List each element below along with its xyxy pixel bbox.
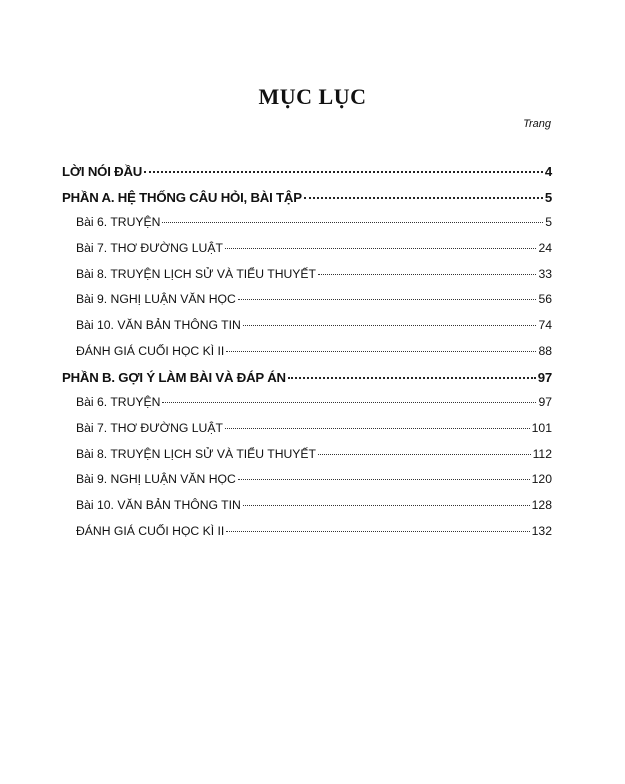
dot-leader — [304, 197, 543, 199]
toc-lesson-entry[interactable] — [62, 215, 552, 241]
toc-entry-page-number: 112 — [532, 446, 552, 461]
toc-part-entry[interactable] — [62, 164, 552, 190]
toc-entry-title: Bài 9. NGHỊ LUẬN VĂN HỌC — [76, 472, 236, 487]
dot-leader — [318, 274, 536, 275]
toc-entry-title: Bài 8. TRUYỆN LỊCH SỬ VÀ TIỂU THUYẾT — [76, 266, 317, 281]
toc-entry-page-number: 120 — [531, 472, 552, 487]
toc-entry-page-number: 5 — [545, 215, 552, 230]
toc-lesson-entry[interactable] — [62, 447, 552, 473]
toc-entry-page-number: 97 — [537, 369, 552, 385]
toc-entry-title: Bài 7. THƠ ĐƯỜNG LUẬT — [76, 420, 223, 435]
dot-leader — [243, 505, 530, 506]
dot-leader — [243, 325, 537, 326]
page-title: MỤC LỤC — [258, 84, 367, 109]
dot-leader — [238, 299, 537, 300]
toc-lesson-entry[interactable] — [62, 421, 552, 447]
toc-entry-page-number: 88 — [538, 343, 552, 358]
toc-part-entry[interactable] — [62, 370, 552, 396]
dot-leader — [238, 479, 530, 480]
toc-lesson-entry[interactable] — [62, 472, 552, 498]
dot-leader — [162, 402, 536, 403]
toc-lesson-entry[interactable] — [62, 318, 552, 344]
toc-part-entry[interactable] — [62, 190, 552, 216]
toc-entry-page-number: 97 — [538, 395, 552, 410]
dot-leader — [226, 531, 529, 532]
toc-entry-title: Bài 8. TRUYỆN LỊCH SỬ VÀ TIỂU THUYẾT — [76, 446, 317, 461]
toc-entry-title: ĐÁNH GIÁ CUỐI HỌC KÌ II — [76, 343, 225, 358]
toc-lesson-entry[interactable] — [62, 267, 552, 293]
page-column-label: Trang — [523, 118, 551, 130]
toc-entry-title: PHẦN B. GỢI Ý LÀM BÀI VÀ ĐÁP ÁN — [62, 369, 286, 385]
dot-leader — [225, 428, 530, 429]
toc-entry-page-number: 33 — [538, 266, 552, 281]
dot-leader — [288, 377, 536, 379]
toc-entry-title: ĐÁNH GIÁ CUỐI HỌC KÌ II — [76, 523, 225, 538]
toc-entry-page-number: 5 — [544, 189, 552, 205]
toc-lesson-entry[interactable] — [62, 524, 552, 550]
toc-entry-page-number: 132 — [531, 523, 552, 538]
toc-lesson-entry[interactable] — [62, 292, 552, 318]
toc-lesson-entry[interactable] — [62, 241, 552, 267]
toc-entry-title: LỜI NÓI ĐẦU — [62, 164, 143, 179]
dot-leader — [225, 248, 537, 249]
dot-leader — [144, 171, 543, 173]
dot-leader — [162, 222, 543, 223]
toc-entry-title: Bài 6. TRUYỆN — [76, 215, 161, 230]
toc-entry-page-number: 4 — [544, 164, 552, 179]
toc-lesson-entry[interactable] — [62, 498, 552, 524]
toc-entry-title: Bài 6. TRUYỆN — [76, 395, 161, 410]
toc-entry-page-number: 24 — [538, 241, 552, 256]
toc-entry-page-number: 74 — [538, 318, 552, 333]
dot-leader — [318, 454, 531, 455]
toc-entry-title: Bài 10. VĂN BẢN THÔNG TIN — [76, 497, 241, 512]
dot-leader — [226, 351, 536, 352]
table-of-contents — [62, 164, 552, 549]
toc-entry-page-number: 101 — [531, 420, 552, 435]
toc-entry-title: PHẦN A. HỆ THỐNG CÂU HỎI, BÀI TẬP — [62, 189, 302, 205]
toc-entry-title: Bài 7. THƠ ĐƯỜNG LUẬT — [76, 241, 223, 256]
toc-lesson-entry[interactable] — [62, 344, 552, 370]
toc-entry-title: Bài 10. VĂN BẢN THÔNG TIN — [76, 318, 241, 333]
toc-lesson-entry[interactable] — [62, 395, 552, 421]
toc-entry-page-number: 128 — [531, 497, 552, 512]
toc-entry-title: Bài 9. NGHỊ LUẬN VĂN HỌC — [76, 292, 236, 307]
toc-entry-page-number: 56 — [538, 292, 552, 307]
